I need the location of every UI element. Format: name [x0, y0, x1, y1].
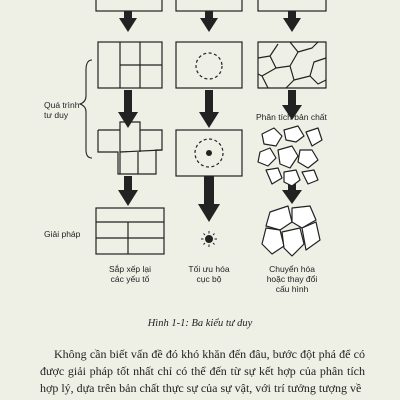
- arrow-c3-1: [283, 11, 301, 32]
- figure-caption: Hình 1-1: Ba kiểu tư duy: [147, 318, 253, 329]
- col1-solution-box: [96, 208, 164, 254]
- col3-reassembled: [262, 206, 320, 256]
- col1-box2: [98, 122, 162, 174]
- col2-top-box: [176, 0, 242, 11]
- col3-caption: Chuyển hóa hoặc thay đổi cấu hình: [266, 264, 318, 294]
- arrow-c1-3: [118, 176, 138, 206]
- analysis-label: Phân tích bản chất: [256, 112, 327, 122]
- arrow-c2-2: [199, 90, 219, 128]
- process-bracket: [80, 60, 92, 158]
- col1-box1: [98, 42, 162, 88]
- col2-box1: [176, 42, 242, 88]
- arrow-c1-1: [119, 11, 137, 32]
- solution-label: Giải pháp: [44, 229, 81, 239]
- col3-fragments: [258, 126, 322, 186]
- arrow-c2-1: [200, 11, 218, 32]
- body-text: [40, 346, 365, 397]
- process-label: Quá trình tư duy: [44, 100, 80, 120]
- col1-top-box: [96, 0, 162, 11]
- col1-caption: Sắp xếp lại các yếu tố: [108, 264, 152, 284]
- col3-top-box: [258, 0, 326, 11]
- col2-center-dot: [206, 150, 212, 156]
- arrow-c2-3: [198, 176, 220, 222]
- col2-sun-icon: [201, 231, 217, 247]
- body-paragraph: Không cần biết vấn đề đó khó khăn đến đâu, bước đột phá để có được giải pháp tốt nhất chỉ có thể đến từ sự kết hợp của phân tích hợp lý, dựa trên bản chất thực sự của sự vật, với trí tưởng tượng về: [40, 347, 365, 395]
- col3-cracked-box: [258, 42, 326, 88]
- col2-caption: Tối ưu hóa cục bộ: [188, 264, 230, 284]
